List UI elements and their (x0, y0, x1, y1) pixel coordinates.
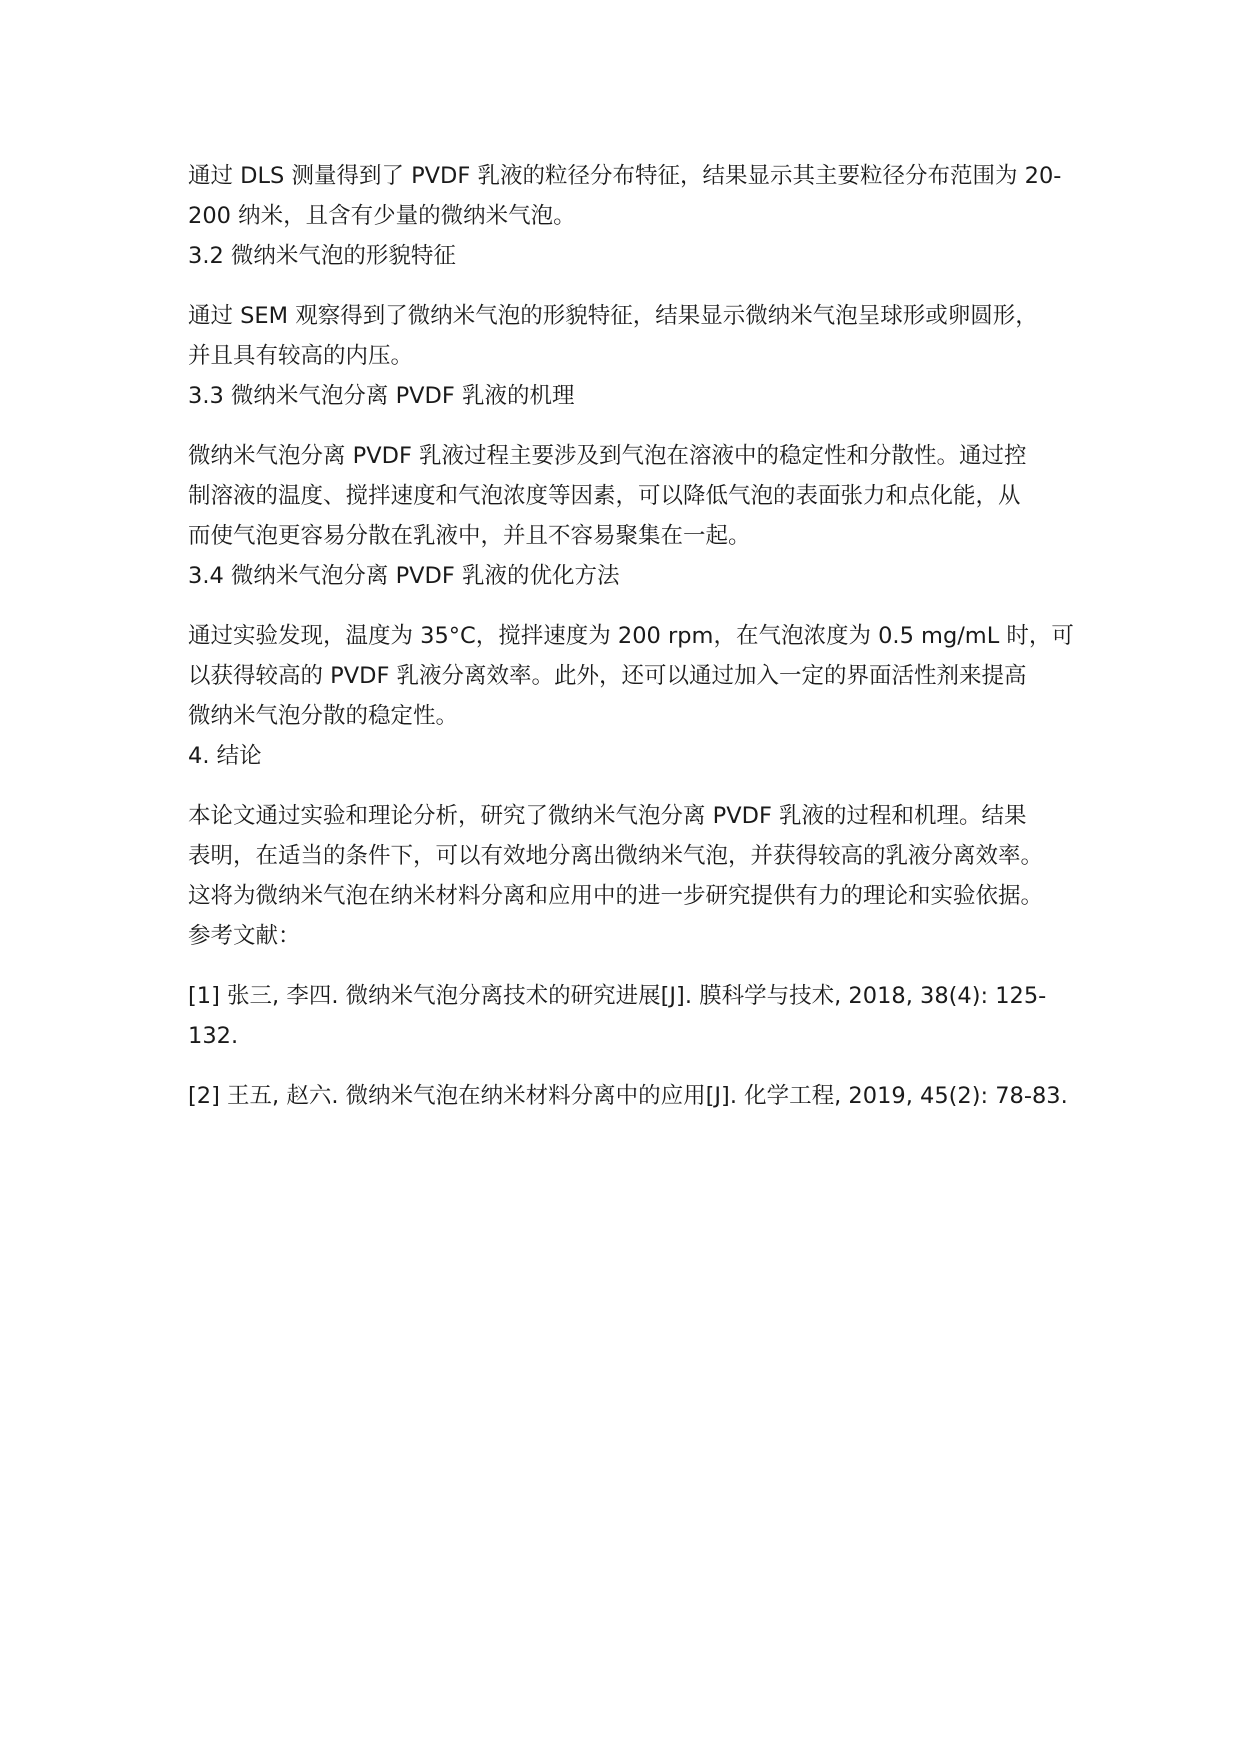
text-line: 本论文通过实验和理论分析，研究了微纳米气泡分离 PVDF 乳液的过程和机理。结果 (188, 803, 1027, 829)
text-line: 132. (188, 1023, 239, 1049)
paragraph-conclusion (188, 796, 1068, 916)
paragraph-dls-result (188, 156, 1068, 236)
text-line: 而使气泡更容易分散在乳液中，并且不容易聚集在一起。 (188, 523, 751, 549)
text-line: 制溶液的温度、搅拌速度和气泡浓度等因素，可以降低气泡的表面张力和点化能，从 (188, 483, 1021, 509)
text-line: 通过 DLS 测量得到了 PVDF 乳液的粒径分布特征，结果显示其主要粒径分布范围为 20- (188, 163, 1062, 189)
reference-item-1 (188, 976, 1068, 1056)
text-line: [2] 王五, 赵六. 微纳米气泡在纳米材料分离中的应用[J]. 化学工程, 2019, 45(2): 78-83. (188, 1083, 1068, 1109)
text-line: 表明，在适当的条件下，可以有效地分离出微纳米气泡，并获得较高的乳液分离效率。 (188, 843, 1044, 869)
paragraph-optimization (188, 616, 1074, 736)
text-line: 200 纳米，且含有少量的微纳米气泡。 (188, 203, 576, 229)
text-line: 微纳米气泡分散的稳定性。 (188, 703, 459, 729)
text-line: 以获得较高的 PVDF 乳液分离效率。此外，还可以通过加入一定的界面活性剂来提高 (188, 663, 1027, 689)
text-line: 这将为微纳米气泡在纳米材料分离和应用中的进一步研究提供有力的理论和实验依据。 (188, 883, 1044, 909)
paragraph-mechanism (188, 436, 1068, 556)
document-body (188, 156, 1074, 1116)
section-heading-3-2: 3.2 微纳米气泡的形貌特征 (188, 243, 456, 269)
text-line: 通过实验发现，温度为 35°C，搅拌速度为 200 rpm，在气泡浓度为 0.5 mg/mL 时，可 (188, 623, 1074, 649)
section-heading-3-4: 3.4 微纳米气泡分离 PVDF 乳液的优化方法 (188, 563, 620, 589)
section-heading-conclusion: 4. 结论 (188, 743, 262, 769)
section-heading-3-3: 3.3 微纳米气泡分离 PVDF 乳液的机理 (188, 383, 575, 409)
text-line: 通过 SEM 观察得到了微纳米气泡的形貌特征，结果显示微纳米气泡呈球形或卵圆形， (188, 303, 1038, 329)
text-line: [1] 张三, 李四. 微纳米气泡分离技术的研究进展[J]. 膜科学与技术, 2018, 38(4): 125- (188, 983, 1047, 1009)
references-heading: 参考文献： (188, 923, 301, 949)
text-line: 微纳米气泡分离 PVDF 乳液过程主要涉及到气泡在溶液中的稳定性和分散性。通过控 (188, 443, 1027, 469)
text-line: 并且具有较高的内压。 (188, 343, 414, 369)
reference-item-2 (188, 1076, 1068, 1116)
paragraph-sem-result (188, 296, 1068, 376)
